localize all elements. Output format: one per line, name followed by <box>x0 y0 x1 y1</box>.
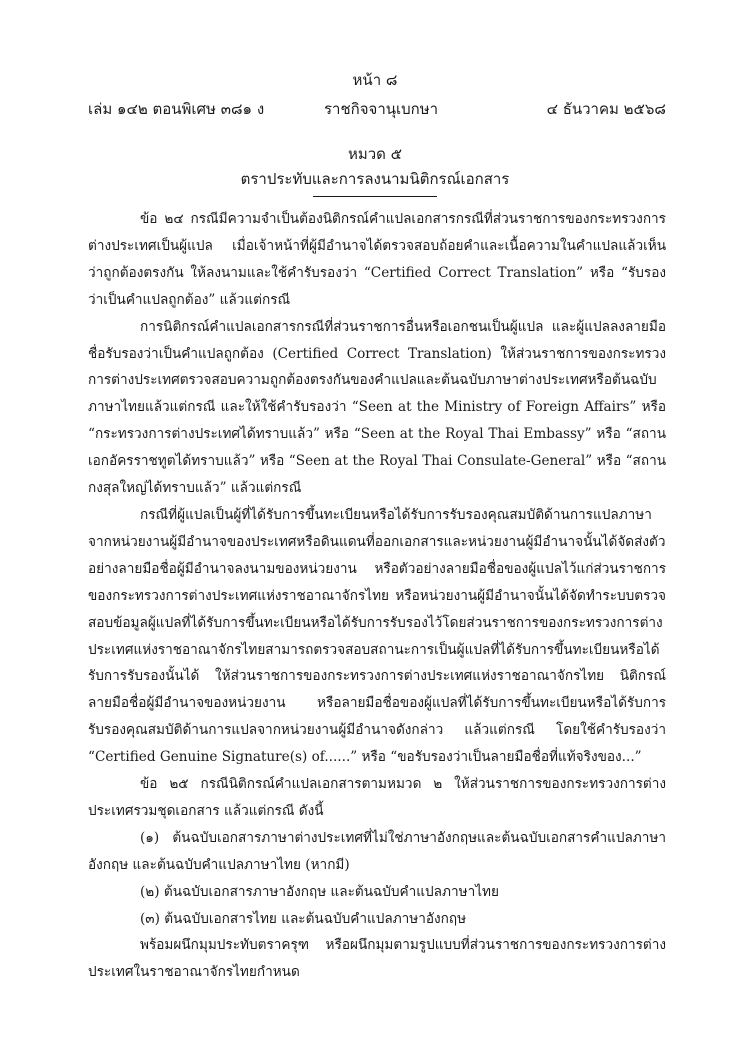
list-item-3: (๓) ต้นฉบับเอกสารไทย และต้นฉบับคำแปลภาษาอังกฤษ <box>140 910 467 927</box>
paragraph-other-translator: การนิติกรณ์คำแปลเอกสารกรณีที่ส่วนราชการอื่นหรือเอกชนเป็นผู้แปล และผู้แปลลงลายมือชื่อรับรองว่าเป็นคำแปลถูกต้อง (Certified Correct Translation) ให้ส่วนราชการของกระทรวงการต่างประเทศตรวจสอบความถูกต้องตรงกันของคำแปลและต้นฉบับภาษาต่างประเทศหรือต้นฉบับภาษาไทยแล้วแต่กรณี และให้ใช้คำรับรองว่า “Seen at the Ministry of Foreign Affairs” หรือ “กระทรวงการต่างประเทศได้ทราบแล้ว” หรือ “Seen at the Royal Thai Embassy” หรือ “สถานเอกอัครราชทูตได้ทราบแล้ว” หรือ “Seen at the Royal Thai Consulate-General” หรือ “สถานกงสุลใหญ่ได้ทราบแล้ว” แล้วแต่กรณี <box>88 318 666 497</box>
paragraph-clause-24: ข้อ ๒๔ กรณีมีความจำเป็นต้องนิติกรณ์คำแปลเอกสารกรณีที่ส่วนราชการของกระทรวงการต่างประเทศเป็นผู้แปล เมื่อเจ้าหน้าที่ผู้มีอำนาจได้ตรวจสอบถ้อยคำและเนื้อความในคำแปลแล้วเห็นว่าถูกต้องตรงกัน ให้ลงนามและใช้คำรับรองว่า “Certified Correct Translation” หรือ “รับรองว่าเป็นคำแปลถูกต้อง” แล้วแต่กรณี <box>88 211 666 308</box>
chapter-title: ตราประทับและการลงนามนิติกรณ์เอกสาร <box>240 170 510 188</box>
publication-name: ราชกิจจานุเบกษา <box>324 100 439 118</box>
page-number: หน้า ๘ <box>352 71 398 89</box>
paragraph-clause-25: ข้อ ๒๕ กรณีนิติกรณ์คำแปลเอกสารตามหมวด ๒ ให้ส่วนราชการของกระทรวงการต่างประเทศรวมชุดเอกสาร แล้วแต่กรณี ดังนี้ <box>88 776 666 819</box>
publication-date: ๔ ธันวาคม ๒๕๖๘ <box>546 100 666 118</box>
chapter-number: หมวด ๕ <box>347 145 403 163</box>
volume-info: เล่ม ๑๔๒ ตอนพิเศษ ๓๘๑ ง <box>88 100 265 118</box>
list-item-1: (๑) ต้นฉบับเอกสารภาษาต่างประเทศที่ไม่ใช่ภาษาอังกฤษและต้นฉบับเอกสารคำแปลภาษาอังกฤษ และต้นฉบับคำแปลภาษาไทย (หากมี) <box>88 829 666 873</box>
list-item-2: (๒) ต้นฉบับเอกสารภาษาอังกฤษ และต้นฉบับคำแปลภาษาไทย <box>140 883 499 900</box>
paragraph-seal: พร้อมผนึกมุมประทับตราครุฑ หรือผนึกมุมตามรูปแบบที่ส่วนราชการของกระทรวงการต่างประเทศในราชอาณาจักรไทยกำหนด <box>88 937 666 981</box>
running-header <box>88 97 666 117</box>
title-divider <box>313 196 437 197</box>
document-body <box>88 206 666 986</box>
paragraph-registered-translator: กรณีที่ผู้แปลเป็นผู้ที่ได้รับการขึ้นทะเบียนหรือได้รับการรับรองคุณสมบัติด้านการแปลภาษาจากหน่วยงานผู้มีอำนาจของประเทศหรือดินแดนที่ออกเอกสารและหน่วยงานผู้มีอำนาจนั้นได้จัดส่งตัวอย่างลายมือชื่อผู้มีอำนาจลงนามของหน่วยงาน หรือตัวอย่างลายมือชื่อของผู้แปลไว้แก่ส่วนราชการของกระทรวงการต่างประเทศแห่งราชอาณาจักรไทย หรือหน่วยงานผู้มีอำนาจนั้นได้จัดทำระบบตรวจสอบข้อมูลผู้แปลที่ได้รับการขึ้นทะเบียนหรือได้รับการรับรองไว้โดยส่วนราชการของกระทรวงการต่างประเทศแห่งราชอาณาจักรไทยสามารถตรวจสอบสถานะการเป็นผู้แปลที่ได้รับการขึ้นทะเบียนหรือได้รับการรับรองนั้นได้ ให้ส่วนราชการของกระทรวงการต่างประเทศแห่งราชอาณาจักรไทย นิติกรณ์ลายมือชื่อผู้มีอำนาจของหน่วยงาน หรือลายมือชื่อของผู้แปลที่ได้รับการขึ้นทะเบียนหรือได้รับการรับรองคุณสมบัติด้านการแปลจากหน่วยงานผู้มีอำนาจดังกล่าว แล้วแต่กรณี โดยใช้คำรับรองว่า “Certified Genuine Signature(s) of......” หรือ “ขอรับรองว่าเป็นลายมือชื่อที่แท้จริงของ...” <box>88 506 666 766</box>
